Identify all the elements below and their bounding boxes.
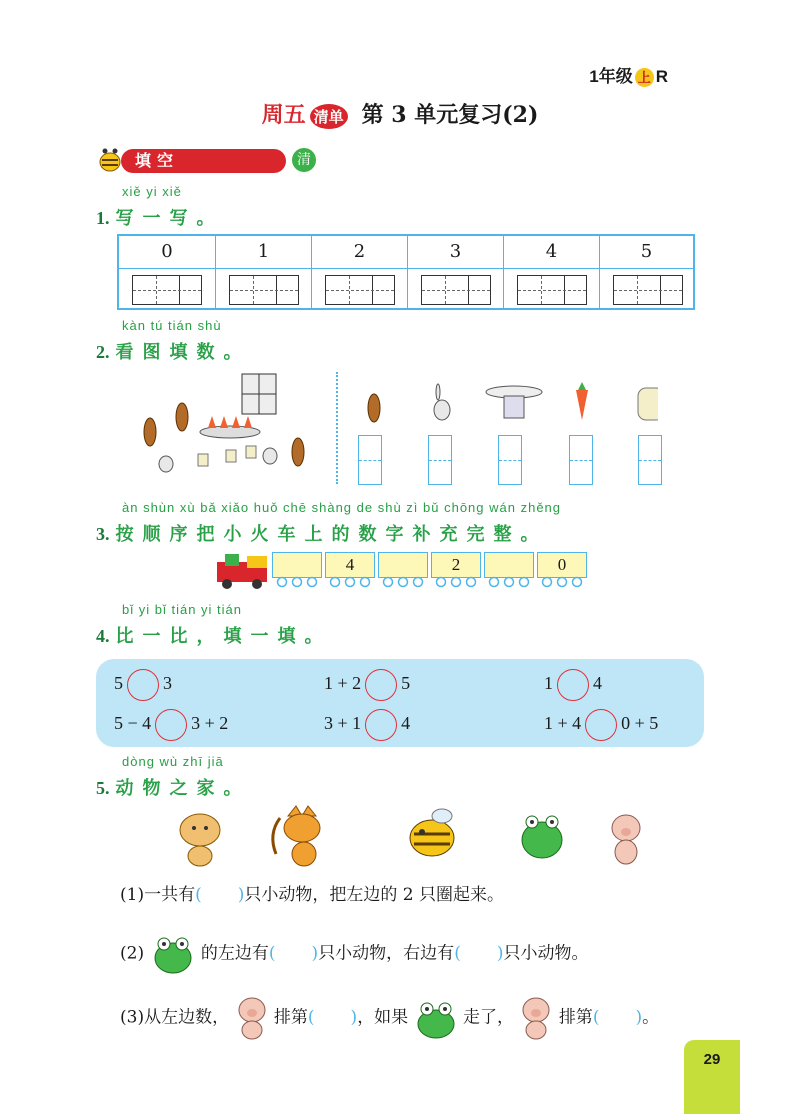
answer-circle[interactable] [365,709,397,741]
q2-pinyin: kàn tú tián shù [122,318,222,333]
rabbit-brown-icon [368,394,380,422]
pig-icon [235,996,269,1040]
q5-title: 5. 动物之家。 [96,778,251,799]
table-header: 2 [311,236,407,268]
pig-icon [519,996,553,1040]
answer-circle[interactable] [585,709,617,741]
q3-pinyin: àn shùn xù bǎ xiǎo huǒ chē shàng de shù zì bǔ chōng wán zhěng [122,500,562,515]
table-header: 3 [407,236,503,268]
divider [336,372,338,484]
train-wheels [272,576,592,588]
q1-pinyin: xiě yi xiě [122,184,182,199]
writing-cell[interactable] [599,268,693,310]
train-cars [272,552,592,588]
q5-sentence-1: (1)一共有( )只小动物，把左边的 2 只圈起来。 [120,885,504,905]
train-car[interactable]: 2 [431,552,481,578]
table-header: 5 [599,236,693,268]
bee-icon [410,809,454,856]
q4-pinyin: bǐ yi bǐ tián yi tián [122,602,242,617]
dog-icon [180,814,220,866]
writing-cell[interactable] [311,268,407,310]
frog-icon [150,934,196,974]
compare-item: 5 − 4 3 + 2 [114,709,228,741]
q5-sentence-3: (3)从左边数， 排第( )，如果 走了， 排第( )。 [120,996,659,1040]
answer-circle[interactable] [127,669,159,701]
compare-item: 1 + 4 0 + 5 [544,709,658,741]
cat-icon [273,806,320,866]
grade-label: 1年级 上 R [589,67,668,86]
compare-panel [96,659,704,747]
grade-mark: 上 [635,68,654,87]
answer-circle[interactable] [155,709,187,741]
q3-title: 3. 按顺序把小火车上的数字补充完整。 [96,524,548,545]
answer-circle[interactable] [365,669,397,701]
frog-icon [414,996,458,1040]
writing-cell[interactable] [503,268,599,310]
table-header: 1 [215,236,311,268]
compare-item: 5 3 [114,669,172,701]
answer-box[interactable] [498,435,522,485]
table-header: 0 [161,241,173,262]
train-car[interactable] [378,552,428,578]
jar-icon [638,388,658,420]
compare-item: 1 4 [544,669,602,701]
page-number: 29 [684,1040,740,1114]
item-icons [358,380,658,425]
table-icon [486,386,542,418]
answer-box[interactable] [638,435,662,485]
train-car[interactable] [484,552,534,578]
section-label: 填空 [121,149,286,173]
writing-table [117,234,695,310]
q5-pinyin: dòng wù zhī jiā [122,754,224,769]
q4-title: 4. 比一比，填一填。 [96,626,332,647]
train-car[interactable] [272,552,322,578]
section-tag: 清 [292,148,316,172]
answer-box[interactable] [569,435,593,485]
q2-title: 2. 看图填数。 [96,342,251,363]
compare-item: 3 + 1 4 [324,709,410,741]
train-car[interactable]: 4 [325,552,375,578]
answer-box[interactable] [428,435,452,485]
locomotive-icon [217,554,267,589]
q1-title: 1. 写一写。 [96,208,224,229]
animals-row [170,804,650,870]
answer-box[interactable] [358,435,382,485]
q5-sentence-2: (2) 的左边有( )只小动物，右边有( )只小动物。 [120,934,588,974]
writing-cell[interactable] [215,268,311,310]
page-title: 周五 清单 第 3 单元复习(2) [261,102,539,128]
counting-scene [130,372,330,482]
frog-icon [522,816,562,858]
train-car[interactable]: 0 [537,552,587,578]
compare-item: 1 + 2 5 [324,669,410,701]
carrot-icon [576,382,588,420]
table-header: 4 [503,236,599,268]
writing-cell[interactable] [407,268,503,310]
rabbit-white-icon [434,384,450,420]
writing-cell[interactable] [119,268,215,310]
answer-circle[interactable] [557,669,589,701]
pig-icon [612,815,640,864]
title-badge: 清单 [310,104,348,129]
